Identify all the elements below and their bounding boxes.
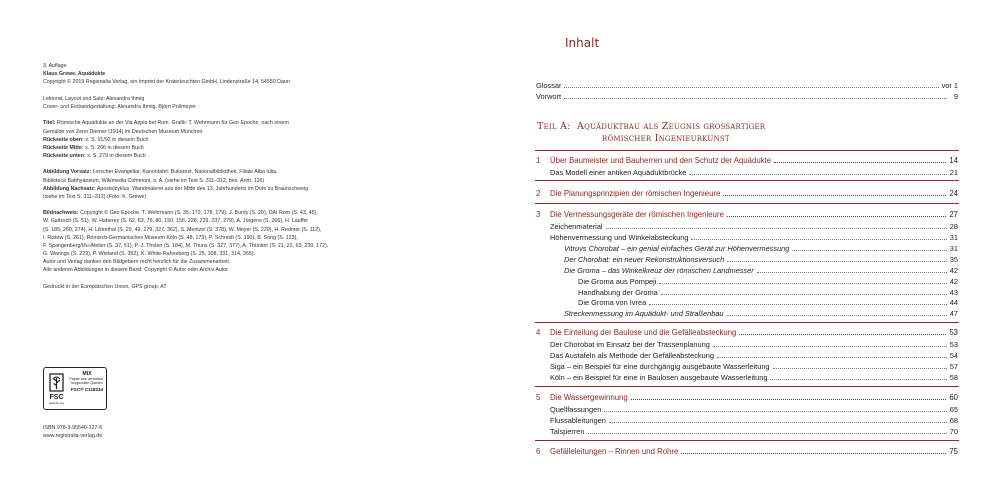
copyright-line: Copyright © 2019 Regionalia Verlag, ein Imprint der Kraterleuchten GmbH, Lindenstraße 14, 54550 Daun (43, 79, 290, 86)
credit-line: F. Spangenberg/Illu-Atelier (S. 37, 51), P.-J. Tholen (S. 184), M. Thuns (S. 327, 377), A. Thünker (S. 21, 22, 63, 239, 172), (43, 242, 329, 249)
toc-chapter-2[interactable]: 2 Die Planungsprinzipien der römischen Ingenieure 24 (536, 189, 958, 198)
fsc-line2: tungsvollen Quellen (71, 381, 103, 386)
edition: 3. Auflage (43, 63, 67, 69)
fsc-code: FSC® C118234 (70, 386, 104, 392)
cover-line: Cover- und Einbandgestaltung: Alexandra Ihmig, Björn Pollmeyer (43, 103, 196, 110)
part-a-prefix: Teil A: (537, 121, 571, 132)
toc-entry[interactable]: Zeichenmaterial 28 (550, 222, 958, 231)
chapter-divider (535, 180, 959, 181)
toc-entry[interactable]: Höhenvermessung und Winkelabsteckung 31 (550, 233, 958, 242)
toc-entry[interactable]: Siga – ein Beispiel für eine durchgängig ausgebaute Wasserleitung 57 (550, 362, 958, 371)
toc-chapter-1[interactable]: 1 Über Baumeister und Bauherren und den Schutz der Aquädukte 14 (536, 156, 958, 165)
printed-line: Gedruckt in der Europäischen Union, GPS group, AT (43, 283, 167, 290)
chapter-divider (535, 386, 959, 387)
credit-line: Rückseite unten: s. S. 279 in diesem Buch (43, 152, 146, 159)
credit-line: Biblioteca Batthyáneum, Wikimedia Commoni, o. A. (siehe im Text S. 311–312, bes. Anm. 116) (43, 177, 265, 184)
isbn: ISBN 978-3-95540-127-6 (43, 425, 103, 431)
toc-entry[interactable]: Handhabung der Groma 43 (578, 288, 958, 297)
chapter-divider (535, 322, 959, 323)
toc-entry[interactable]: Die Groma aus Pompeji 42 (578, 277, 958, 286)
credit-line: Rückseite oben: s. S. 91/92 in diesem Buch (43, 136, 149, 143)
credit-line: Bildnachweis: Copyright © Geo Epoche, T. Wehrmann (S. 35, 172, 178, 179), J. Burdy (S. 20), DAI Rom (S. 43, 45), (43, 210, 318, 217)
toc-entry[interactable]: Der Chorobat: ein neuer Rekonstruktionsversuch 35 (564, 255, 958, 264)
toc-entry-glossar[interactable]: Glossar vor 1 (536, 81, 958, 90)
toc-chapter-3[interactable]: 3 Die Vermessungsgeräte der römischen Ingenieure 27 (536, 210, 958, 219)
toc-entry[interactable]: Vitruvs Chorobat – ein genial einfaches Gerät zur Höhenvermessung 31 (564, 244, 958, 253)
toc-entry[interactable]: Flussableitungen 68 (550, 416, 958, 425)
chapter-divider (535, 203, 959, 204)
toc-chapter-6[interactable]: 6 Gefälleleitungen – Rinnen und Rohre 75 (536, 447, 958, 456)
credit-line: I. Ristow (S. 261), Römisch-Germanisches Museum Köln (S. 48, 179), P. Schmidt (S. 190), B. Song (S. 123), (43, 234, 298, 241)
toc-chapter-5[interactable]: 5 Die Wassergewinnung 60 (536, 393, 958, 402)
part-divider (535, 150, 959, 151)
credit-line: Abbildung Vorsatz: Lorscher Evangeliar, Kanontafel. Bukarest, Nationalbibliothek, Filiale Alba Iulia, (43, 169, 278, 176)
toc-entry[interactable]: Die Groma – das Winkelkreuz der römischen Landmesser 42 (564, 266, 958, 275)
fsc-logo-url: www.fsc.org (48, 401, 65, 405)
credit-line: Autor und Verlag danken den Bildgebern recht herzlich für die Zusammenarbeit. (43, 258, 231, 265)
credit-line: Gemälde von Zeno Diemer (1914) im Deutschen Museum München (43, 128, 203, 135)
toc-entry[interactable]: Streckenmessung im Aquädukt- und Straßenbau 47 (564, 309, 958, 318)
chapter-divider (535, 440, 959, 441)
credit-line: G. Waringo (S. 229), P. Wieland (S. 352), K. White-Rahneberg (S. 25, 108, 331, 314, 365). (43, 250, 255, 257)
toc-entry[interactable]: Die Groma von Ivrea 44 (578, 298, 958, 307)
toc-entry[interactable]: Talsperren 70 (550, 427, 958, 436)
part-a-line1: Aquäduktbau als Zeugnis großartiger (577, 121, 766, 132)
toc-entry-vorwort[interactable]: Vorwort 9 (536, 92, 958, 101)
fsc-logo-text: FSC (49, 394, 64, 401)
page-title: Inhalt (565, 36, 600, 50)
fsc-mix: MIX (82, 371, 92, 377)
toc-entry[interactable]: Das Modell einer antiken Aquäduktbrücke 21 (550, 168, 958, 177)
credit-line: Titel: Römische Aquädukte an der Via Appia bei Rom. Grafik: T. Wehrmann für Geo Epoche, nach einem (43, 120, 289, 127)
credit-line: Abbildung Nachsatz: Apostelzyklus, Wandmalerei aus der Mitte des 13. Jahrhunderts im Dom zu Braunschweig (43, 185, 309, 192)
credit-line: Rückseite Mitte: s. S. 206 in diesem Buch (43, 144, 144, 151)
website: www.regionalia-verlag.de (43, 433, 103, 440)
fsc-line1: Papier aus verantwor- (69, 377, 105, 381)
toc-entry[interactable]: Der Chorobat im Einsatz bei der Trassenplanung 53 (550, 340, 958, 349)
part-a-heading (537, 121, 765, 145)
lektorat-line: Lektorat, Layout und Satz: Alexandra Ihmig (43, 95, 145, 102)
credit-line: (siehe im Text S. 311–312) (Foto: K. Grewe) (43, 193, 147, 200)
credit-line: Alle anderen Abbildungen in diesem Band: Copyright © Autor oder Archiv Autor. (43, 266, 230, 273)
toc-chapter-4[interactable]: 4 Die Einteilung der Baulose und die Gefälleabsteckung 53 (536, 328, 958, 337)
author-title: Klaus Grewe, Aquädukte (43, 71, 106, 78)
toc-entry[interactable]: Quellfassungen 65 (550, 405, 958, 414)
toc-entry[interactable]: Das Austafeln als Methode der Gefälleabsteckung 54 (550, 351, 958, 360)
credit-line: W. Gaitzsch (S. 51), W. Haberey (S. 62, 63, 76, 80, 150, 156, 228, 229, 237, 279), A. Jürgens (S. 266), H. Lauffer (43, 218, 309, 225)
part-a-line2: römischer Ingenieurkunst (602, 133, 730, 144)
toc-entry[interactable]: Köln – ein Beispiel für eine in Baulosen ausgebaute Wasserleitung 58 (550, 373, 958, 382)
credit-line: (S. 185, 260, 274), H. Lilienthal (S. 29, 49, 179, 327, 362), S. Mentzel (S. 378), W. Meyer (S. 229), H. Redmer (S. 112), (43, 226, 322, 233)
